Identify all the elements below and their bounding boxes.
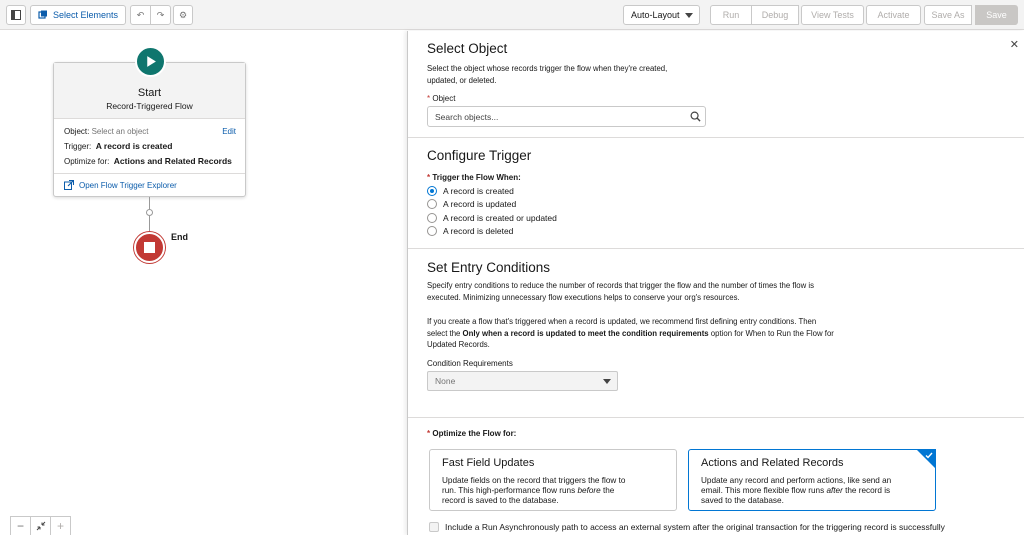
view-tests-label: View Tests: [811, 10, 854, 20]
activate-button[interactable]: [866, 5, 921, 25]
entry-conditions-note: [427, 316, 834, 351]
actions-desc-post: the record is: [842, 486, 891, 495]
search-placeholder: Search objects...: [435, 111, 499, 122]
toggle-panel-button[interactable]: [6, 5, 26, 25]
object-label: Object:: [64, 127, 90, 136]
configure-trigger-title: Configure Trigger: [427, 148, 532, 163]
layout-select[interactable]: [623, 5, 700, 25]
select-object-desc-line: updated, or deleted.: [427, 75, 497, 85]
radio-record-created[interactable]: [427, 186, 514, 196]
layout-select-label: Auto-Layout: [631, 10, 680, 20]
select-elements-button[interactable]: [30, 5, 126, 25]
undo-button[interactable]: [130, 5, 151, 25]
start-subtitle: Record-Triggered Flow: [106, 101, 193, 111]
settings-button[interactable]: [173, 5, 193, 25]
radio-label: A record is deleted: [443, 226, 514, 236]
flow-canvas[interactable]: [0, 31, 407, 535]
fast-field-updates-title: Fast Field Updates: [442, 457, 535, 469]
object-row: [64, 127, 149, 136]
connector-line: [149, 216, 150, 232]
start-element-card[interactable]: [53, 62, 246, 197]
save-button[interactable]: [975, 5, 1018, 25]
run-button[interactable]: [710, 5, 752, 25]
fast-desc-post: the: [600, 486, 615, 495]
trigger-value: A record is created: [95, 141, 173, 151]
entry-note-bold: Only when a record is updated to meet the condition requirements: [462, 328, 709, 338]
configure-trigger-section: [408, 138, 1024, 249]
trigger-field-label-text: Trigger the Flow When:: [432, 173, 521, 182]
entry-conditions-section: [408, 249, 1024, 418]
optimize-field-label-text: Optimize the Flow for:: [432, 429, 517, 438]
add-element-node[interactable]: [146, 209, 153, 216]
edit-link[interactable]: Edit: [222, 127, 236, 136]
actions-desc-pre: email. This more flexible flow runs: [701, 486, 827, 495]
radio-icon: [427, 226, 437, 236]
radio-record-deleted[interactable]: [427, 226, 513, 236]
zoom-out-button[interactable]: [10, 516, 31, 535]
fast-desc-line: record is saved to the database.: [442, 496, 559, 505]
actions-desc-em: after: [826, 486, 843, 495]
toolbar: [0, 0, 1024, 30]
redo-icon: ↷: [156, 9, 165, 20]
fast-desc-line: [442, 486, 660, 496]
actions-related-records-option[interactable]: [688, 449, 936, 511]
start-title: Start: [137, 87, 162, 99]
select-object-title: Select Object: [427, 41, 508, 56]
radio-record-updated[interactable]: [427, 199, 516, 209]
optimize-value: Actions and Related Records: [113, 156, 232, 166]
run-label: Run: [722, 10, 740, 20]
run-async-label: Include a Run Asynchronously path to access an external system after the original transaction for the triggering record is successfully: [445, 522, 945, 532]
select-elements-icon: [38, 10, 48, 20]
actions-desc-line: [701, 486, 919, 496]
external-link-icon: [64, 180, 74, 190]
properties-panel: [407, 31, 1024, 535]
fast-desc-line: Update fields on the record that triggers the flow to: [442, 476, 626, 485]
stop-icon[interactable]: [134, 232, 165, 263]
fast-field-updates-option[interactable]: [429, 449, 677, 511]
radio-selected-icon: [427, 186, 437, 196]
condition-requirements-select[interactable]: [427, 371, 618, 391]
explorer-link-label: Open Flow Trigger Explorer: [79, 180, 177, 190]
play-icon: [135, 46, 166, 77]
run-async-checkbox[interactable]: [429, 522, 439, 532]
object-field-label-text: Object: [432, 94, 456, 103]
entry-note-post: option for When to Run the Flow for: [708, 328, 834, 338]
close-icon[interactable]: ✕: [1009, 39, 1019, 51]
gear-icon: ⚙: [178, 9, 188, 20]
trigger-label: Trigger:: [64, 142, 92, 151]
save-label: Save: [986, 10, 1007, 20]
select-object-section: [408, 31, 1024, 138]
trigger-field-label: * Trigger the Flow When:: [427, 173, 521, 182]
radio-label: A record is created or updated: [443, 213, 557, 223]
undo-icon: ↶: [136, 9, 145, 20]
object-field-label: * Object: [427, 94, 456, 103]
fast-desc-em: before: [577, 486, 601, 495]
entry-conditions-desc: [427, 280, 814, 303]
plus-icon: +: [56, 519, 64, 533]
end-label: End: [171, 232, 188, 242]
chevron-down-icon: [685, 13, 693, 18]
save-as-button[interactable]: [924, 5, 972, 25]
optimize-label: Optimize for:: [64, 157, 110, 166]
zoom-in-button[interactable]: [50, 516, 71, 535]
entry-desc-line: Specify entry conditions to reduce the number of records that trigger the flow and the number of times the flow is: [427, 281, 815, 290]
sidebar-toggle-icon: [11, 10, 21, 20]
entry-note-pre: select the: [427, 328, 463, 338]
actions-related-records-desc: [701, 476, 919, 506]
radio-label: A record is updated: [443, 199, 517, 209]
entry-note-line: Updated Records.: [427, 340, 490, 349]
entry-conditions-title: Set Entry Conditions: [427, 260, 551, 275]
collapse-icon: [36, 521, 46, 531]
connector-line: [149, 197, 150, 209]
actions-desc-line: saved to the database.: [701, 496, 784, 505]
select-object-desc: [427, 63, 667, 86]
card-divider: [54, 173, 245, 174]
debug-button[interactable]: [751, 5, 799, 25]
actions-related-records-title: Actions and Related Records: [701, 457, 844, 469]
search-icon: [690, 111, 701, 122]
radio-record-created-or-updated[interactable]: [427, 213, 557, 223]
zoom-controls: [10, 516, 71, 535]
checkmark-icon: [925, 452, 933, 459]
condition-requirements-label: Condition Requirements: [427, 359, 513, 368]
fast-desc-pre: run. This high-performance flow runs: [442, 486, 578, 495]
debug-label: Debug: [761, 10, 789, 20]
trigger-row: [64, 141, 172, 151]
run-async-checkbox-row[interactable]: [429, 522, 945, 532]
entry-note-line: If you create a flow that's triggered when a record is updated, we recommend first defining entry conditions. Then: [427, 317, 817, 326]
optimize-row: [64, 156, 232, 166]
radio-label: A record is created: [443, 186, 514, 196]
radio-icon: [427, 213, 437, 223]
actions-desc-line: Update any record and perform actions, like send an: [701, 476, 892, 485]
select-object-desc-line: Select the object whose records trigger the flow when they're created,: [427, 64, 668, 73]
chevron-down-icon: [603, 379, 611, 384]
radio-icon: [427, 199, 437, 209]
optimize-field-label: * Optimize the Flow for:: [427, 429, 517, 438]
search-objects-input[interactable]: [427, 106, 706, 127]
fit-view-button[interactable]: [30, 516, 51, 535]
open-trigger-explorer-link[interactable]: [64, 180, 177, 190]
view-tests-button[interactable]: [801, 5, 864, 25]
redo-button[interactable]: [150, 5, 171, 25]
minus-icon: −: [16, 519, 24, 533]
activate-label: Activate: [877, 10, 910, 20]
select-elements-label: Select Elements: [52, 10, 119, 20]
entry-desc-line: executed. Minimizing unnecessary flow executions helps to conserve your org's resources.: [427, 292, 740, 302]
entry-note-line: [427, 328, 834, 340]
fast-field-updates-desc: [442, 476, 660, 506]
object-value: Select an object: [91, 127, 149, 136]
save-as-label: Save As: [931, 10, 965, 20]
condition-value: None: [435, 376, 456, 386]
